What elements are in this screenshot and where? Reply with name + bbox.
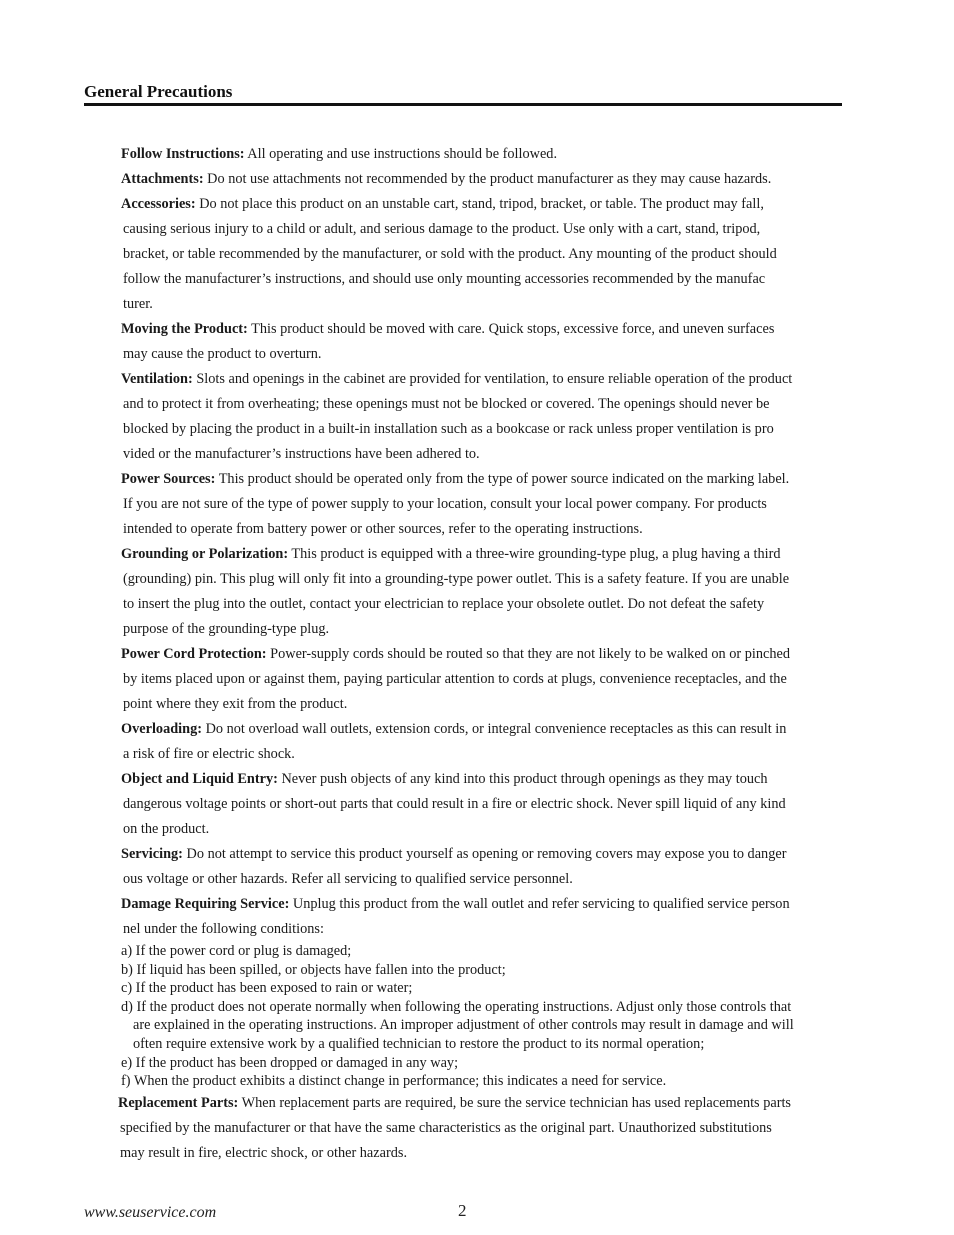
condition-text-line: c) If the product has been exposed to rain or water; [121, 980, 413, 997]
precaution-label: Power Sources: [121, 471, 216, 487]
service-conditions-list [121, 942, 843, 1091]
condition-item [121, 942, 843, 961]
precaution-text-line: This product should be operated only from the type of power source indicated on the marking label. [215, 471, 790, 487]
precaution-text-line: When replacement parts are required, be sure the service technician has used replacements parts [238, 1094, 791, 1111]
precaution-text-line: specified by the manufacturer or that have the same characteristics as the original part. Unauthorized substitutions [120, 1119, 772, 1136]
precaution-label: Power Cord Protection: [121, 646, 267, 662]
precaution-text-line: and to protect it from overheating; these openings must not be blocked or covered. The openings should never be [123, 396, 770, 412]
precaution-text-line: intended to operate from battery power or other sources, refer to the operating instructions. [123, 521, 643, 537]
precaution-text-line: Never push objects of any kind into this product through openings as they may touch [277, 771, 768, 787]
precaution-section [121, 367, 843, 467]
precaution-label: Overloading: [121, 721, 203, 737]
precaution-text-line: Do not attempt to service this product yourself as opening or removing covers may expose you to danger [182, 846, 787, 862]
condition-text-line: e) If the product has been dropped or damaged in any way; [121, 1054, 459, 1071]
footer-website-url[interactable]: www.seuservice.com [84, 1204, 217, 1221]
precaution-label: Ventilation: [121, 371, 193, 387]
precaution-label: Moving the Product: [121, 321, 248, 337]
precaution-section [121, 642, 843, 717]
precaution-text-line: blocked by placing the product in a built-in installation such as a bookcase or rack unless proper ventilation is pro [123, 421, 774, 437]
precaution-section [121, 542, 843, 642]
precaution-text-line: This product is equipped with a three-wire grounding-type plug, a plug having a third [288, 546, 781, 562]
precaution-text-line: Do not place this product on an unstable cart, stand, tripod, bracket, or table. The product may fall, [195, 196, 764, 212]
precaution-label: Accessories: [121, 196, 196, 212]
precaution-text-line: follow the manufacturer’s instructions, and should use only mounting accessories recommended by the manufac [123, 271, 766, 287]
precaution-replacement-parts [118, 1091, 843, 1166]
precaution-section [121, 317, 843, 367]
precaution-text-line: may result in fire, electric shock, or other hazards. [120, 1144, 408, 1161]
precaution-section [121, 167, 843, 192]
precaution-section [121, 842, 843, 892]
condition-item [121, 961, 843, 980]
condition-text-line: often require extensive work by a qualified technician to restore the product to its normal operation; [133, 1035, 705, 1052]
condition-item [121, 1072, 843, 1091]
precaution-text-line: bracket, or table recommended by the manufacturer, or sold with the product. Any mounting of the product should [123, 246, 777, 262]
precaution-text-line: a risk of fire or electric shock. [123, 746, 295, 762]
precaution-text-line: Unplug this product from the wall outlet and refer servicing to qualified service person [289, 896, 790, 912]
precaution-text-line: purpose of the grounding-type plug. [123, 621, 330, 637]
condition-text-line: a) If the power cord or plug is damaged; [121, 943, 352, 959]
precaution-text-line: If you are not sure of the type of power supply to your location, consult your local power company. For products [123, 496, 767, 512]
precaution-section [121, 767, 843, 842]
precaution-text-line: ous voltage or other hazards. Refer all servicing to qualified service personnel. [123, 871, 573, 887]
precaution-text-line: dangerous voltage points or short-out parts that could result in a fire or electric shock. Never spill liquid of any kind [123, 796, 786, 812]
precaution-text-line: to insert the plug into the outlet, contact your electrician to replace your obsolete outlet. Do not defeat the safety [123, 596, 765, 612]
precaution-text-line: All operating and use instructions should be followed. [244, 146, 558, 162]
precaution-text-line: vided or the manufacturer’s instructions have been adhered to. [123, 446, 480, 462]
precaution-section [121, 192, 843, 317]
condition-text-line: b) If liquid has been spilled, or objects have fallen into the product; [121, 961, 506, 978]
precaution-text-line: nel under the following conditions: [123, 921, 324, 937]
precaution-label: Damage Requiring Service: [121, 896, 290, 912]
precaution-text-line: Power-supply cords should be routed so that they are not likely to be walked on or pinched [266, 646, 790, 662]
precaution-text-line: on the product. [123, 821, 210, 837]
precaution-text-line: Do not overload wall outlets, extension cords, or integral convenience receptacles as this can result in [202, 721, 787, 737]
condition-text-line: are explained in the operating instructions. An improper adjustment of other controls may result in damage and will [133, 1017, 794, 1034]
precaution-label: Replacement Parts: [118, 1094, 239, 1111]
condition-item [121, 1054, 843, 1073]
precautions-body [118, 142, 843, 1166]
precaution-text-line: Do not use attachments not recommended by the product manufacturer as they may cause hazards. [203, 171, 772, 187]
condition-text-line: f) When the product exhibits a distinct change in performance; this indicates a need for service. [121, 1073, 667, 1090]
page-number: 2 [458, 1201, 467, 1220]
precaution-section [121, 142, 843, 167]
precaution-text-line: by items placed upon or against them, paying particular attention to cords at plugs, convenience receptacles, and the [123, 671, 787, 687]
precaution-text-line: causing serious injury to a child or adult, and serious damage to the product. Use only with a cart, stand, tripod, [123, 221, 761, 237]
precaution-text-line: may cause the product to overturn. [123, 346, 322, 362]
precaution-text-line: Slots and openings in the cabinet are provided for ventilation, to ensure reliable operation of the product [192, 371, 793, 387]
precaution-text-line: This product should be moved with care. Quick stops, excessive force, and uneven surfaces [247, 321, 775, 337]
precaution-section [121, 892, 843, 942]
precaution-text-line: turer. [123, 296, 153, 312]
precaution-label: Grounding or Polarization: [121, 546, 289, 562]
precaution-sections [121, 142, 843, 942]
title-divider [84, 103, 842, 106]
precaution-label: Follow Instructions: [121, 146, 245, 162]
precaution-label: Servicing: [121, 846, 183, 862]
precaution-text-line: (grounding) pin. This plug will only fit into a grounding-type power outlet. This is a safety feature. If you are unable [123, 571, 790, 587]
precaution-section [121, 467, 843, 542]
precaution-section [121, 717, 843, 767]
condition-item [121, 979, 843, 998]
precaution-text-line: point where they exit from the product. [123, 696, 348, 712]
precaution-label: Attachments: [121, 171, 204, 187]
condition-item [121, 998, 843, 1054]
page-title: General Precautions [84, 82, 233, 101]
condition-text-line: d) If the product does not operate normally when following the operating instructions. Adjust only those controls that [121, 998, 792, 1015]
precaution-label: Object and Liquid Entry: [121, 771, 278, 787]
